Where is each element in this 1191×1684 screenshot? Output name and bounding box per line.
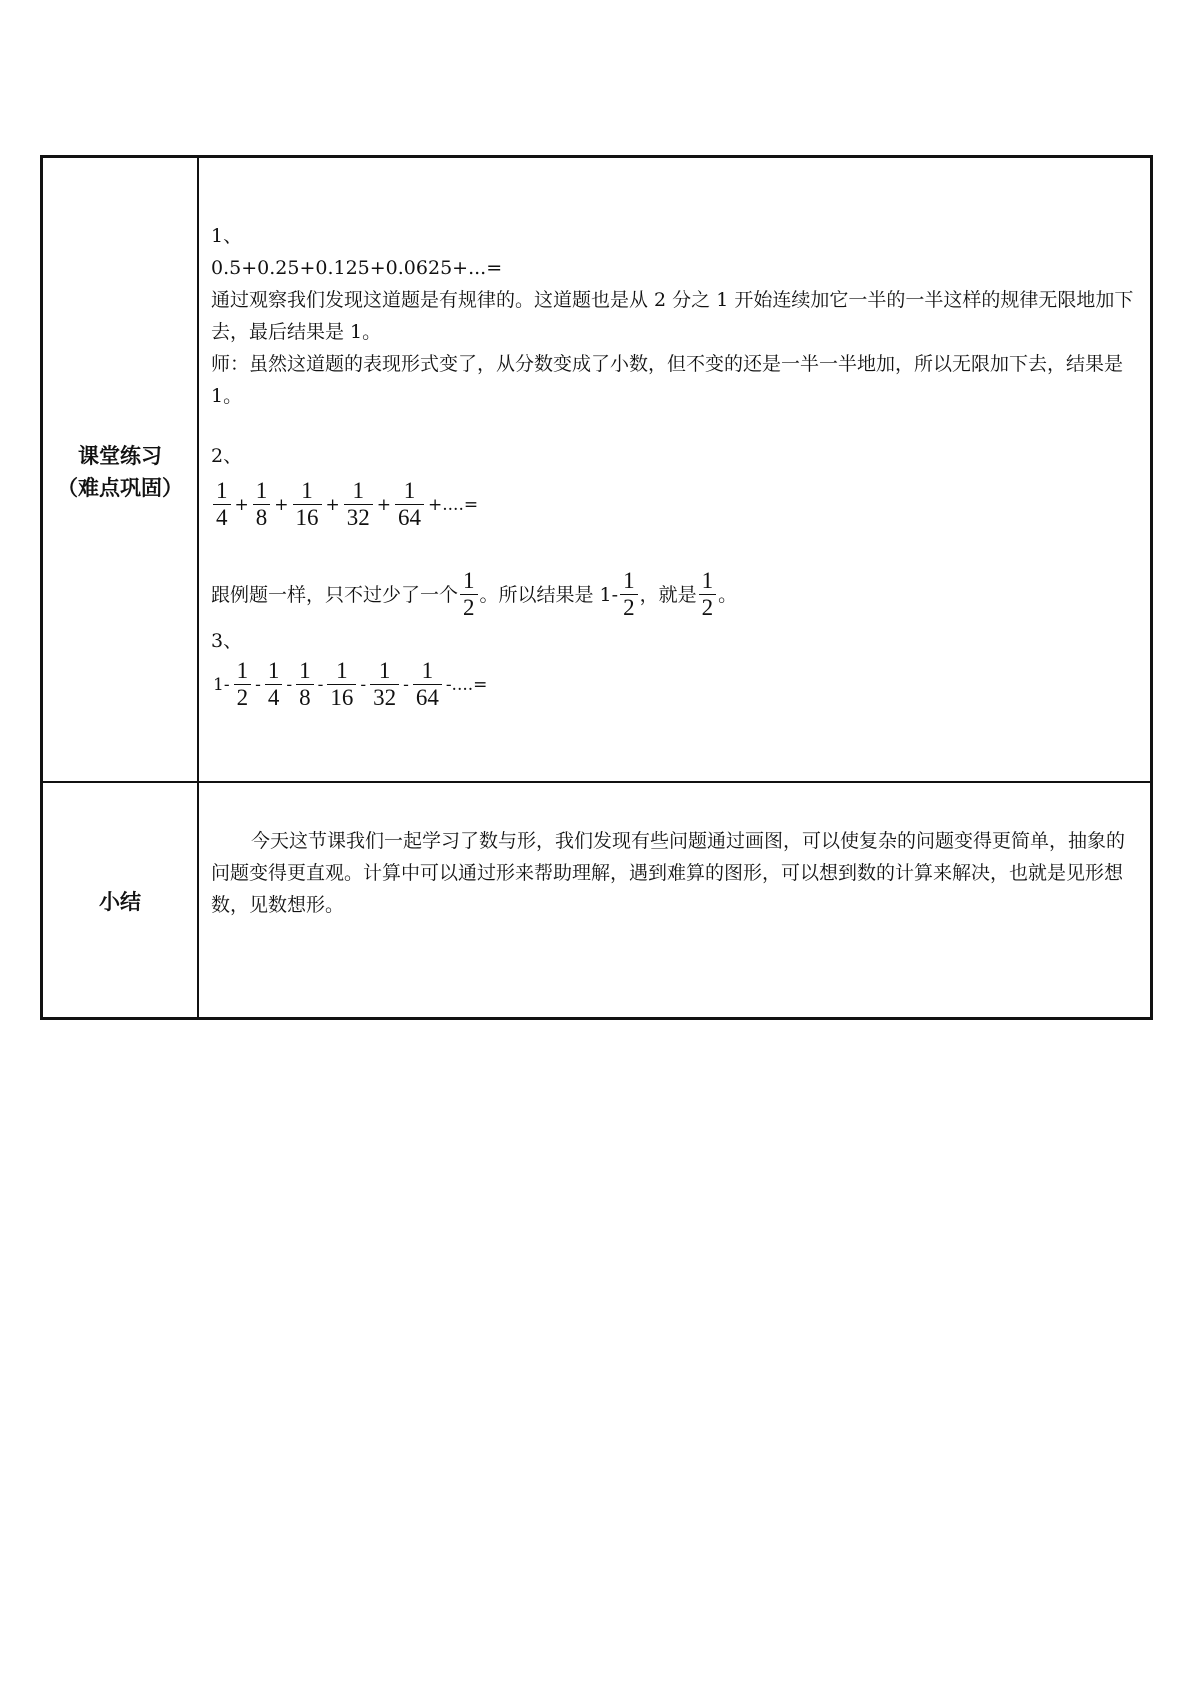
- fraction-numerator: 1: [620, 568, 638, 595]
- expression-tail: -....=: [445, 674, 488, 695]
- q3-number: 3、: [211, 630, 243, 652]
- fraction-denominator: 64: [398, 505, 421, 530]
- fraction-denominator: 8: [255, 505, 268, 530]
- q1-explanation: 通过观察我们发现这道题是有规律的。这道题也是从 2 分之 1 开始连续加它一半的一半这样的规律无限地加下去，最后结果是 1。: [211, 289, 1134, 343]
- q2-answer-text-1: 跟例题一样，只不过少了一个: [211, 583, 459, 606]
- minus-sign: -: [403, 674, 409, 695]
- plus-sign: +: [376, 494, 391, 515]
- fraction-denominator: 32: [373, 685, 397, 710]
- q1-number: 1、: [211, 225, 243, 247]
- fraction-numerator: 1: [413, 658, 442, 685]
- fraction-numerator: 1: [265, 658, 283, 685]
- fraction: [293, 478, 322, 531]
- fraction-denominator: 16: [330, 685, 354, 710]
- q1-teacher-note: 师：虽然这道题的表现形式变了，从分数变成了小数，但不变的还是一半一半地加，所以无限加下去，结果是 1。: [211, 353, 1124, 407]
- fraction: [344, 478, 373, 531]
- column-divider: [197, 158, 199, 1017]
- fraction-denominator: 64: [415, 685, 439, 710]
- fraction-numerator: 1: [234, 658, 252, 685]
- plus-sign: +: [325, 494, 340, 515]
- minus-sign: -: [286, 674, 293, 695]
- fraction: [370, 658, 399, 711]
- fraction-numerator: 1: [253, 478, 271, 505]
- fraction-denominator: 2: [236, 685, 249, 710]
- fraction-numerator: 1: [327, 658, 356, 685]
- fraction: [234, 658, 252, 711]
- fraction: [253, 478, 271, 531]
- fraction-denominator: 4: [267, 685, 280, 710]
- fraction-denominator: 16: [295, 505, 319, 530]
- q2-number: 2、: [211, 445, 243, 467]
- practice-label-line1: 课堂练习: [78, 444, 162, 468]
- q1-expression: 0.5+0.25+0.125+0.0625+...=: [211, 257, 503, 279]
- fraction-numerator: 1: [293, 478, 322, 505]
- fraction-numerator: 1: [395, 478, 424, 505]
- expression-tail: +....=: [428, 494, 479, 515]
- fraction-numerator: 1: [460, 568, 478, 595]
- fraction-numerator: 1: [296, 658, 314, 685]
- q2-expression: [211, 476, 480, 531]
- plus-sign: +: [274, 494, 289, 515]
- fraction-denominator: 32: [346, 505, 370, 530]
- plus-sign: +: [234, 494, 249, 515]
- fraction: [413, 658, 442, 711]
- fraction: [327, 658, 356, 711]
- fraction-numerator: 1: [344, 478, 373, 505]
- half-fraction: [460, 568, 478, 621]
- fraction-numerator: 1: [213, 478, 231, 505]
- minus-sign: -: [317, 674, 324, 695]
- practice-label: [43, 440, 197, 504]
- fraction-denominator: 8: [299, 685, 311, 710]
- half-fraction: [620, 568, 638, 621]
- q2-answer: [211, 568, 737, 621]
- q3-expression: [211, 658, 489, 711]
- fraction-denominator: 4: [216, 505, 228, 530]
- q2-answer-text-2: 。所以结果是 1-: [479, 583, 619, 606]
- row-divider: [43, 781, 1150, 783]
- expression-lead: 1-: [213, 674, 230, 695]
- fraction: [296, 658, 314, 711]
- minus-sign: -: [255, 674, 261, 695]
- summary-text: 今天这节课我们一起学习了数与形，我们发现有些问题通过画图，可以使复杂的问题变得更简单，抽象的问题变得更直观。计算中可以通过形来帮助理解，遇到难算的图形，可以想到数的计算来解决，也就是见形想数，见数想形。: [211, 830, 1126, 916]
- q2-answer-text-3: ，就是: [639, 583, 697, 606]
- q2-answer-text-4: 。: [718, 583, 738, 606]
- fraction-denominator: 2: [623, 595, 635, 620]
- minus-sign: -: [360, 674, 367, 695]
- summary-label: 小结: [99, 890, 141, 914]
- practice-label-line2: （难点巩固）: [57, 476, 183, 500]
- fraction-denominator: 2: [701, 595, 714, 620]
- half-fraction: [699, 568, 717, 621]
- fraction-denominator: 2: [463, 595, 475, 620]
- lesson-table: [40, 155, 1153, 1020]
- fraction-numerator: 1: [370, 658, 399, 685]
- fraction: [265, 658, 283, 711]
- fraction: [395, 478, 424, 531]
- fraction-numerator: 1: [699, 568, 717, 595]
- fraction: [213, 478, 231, 531]
